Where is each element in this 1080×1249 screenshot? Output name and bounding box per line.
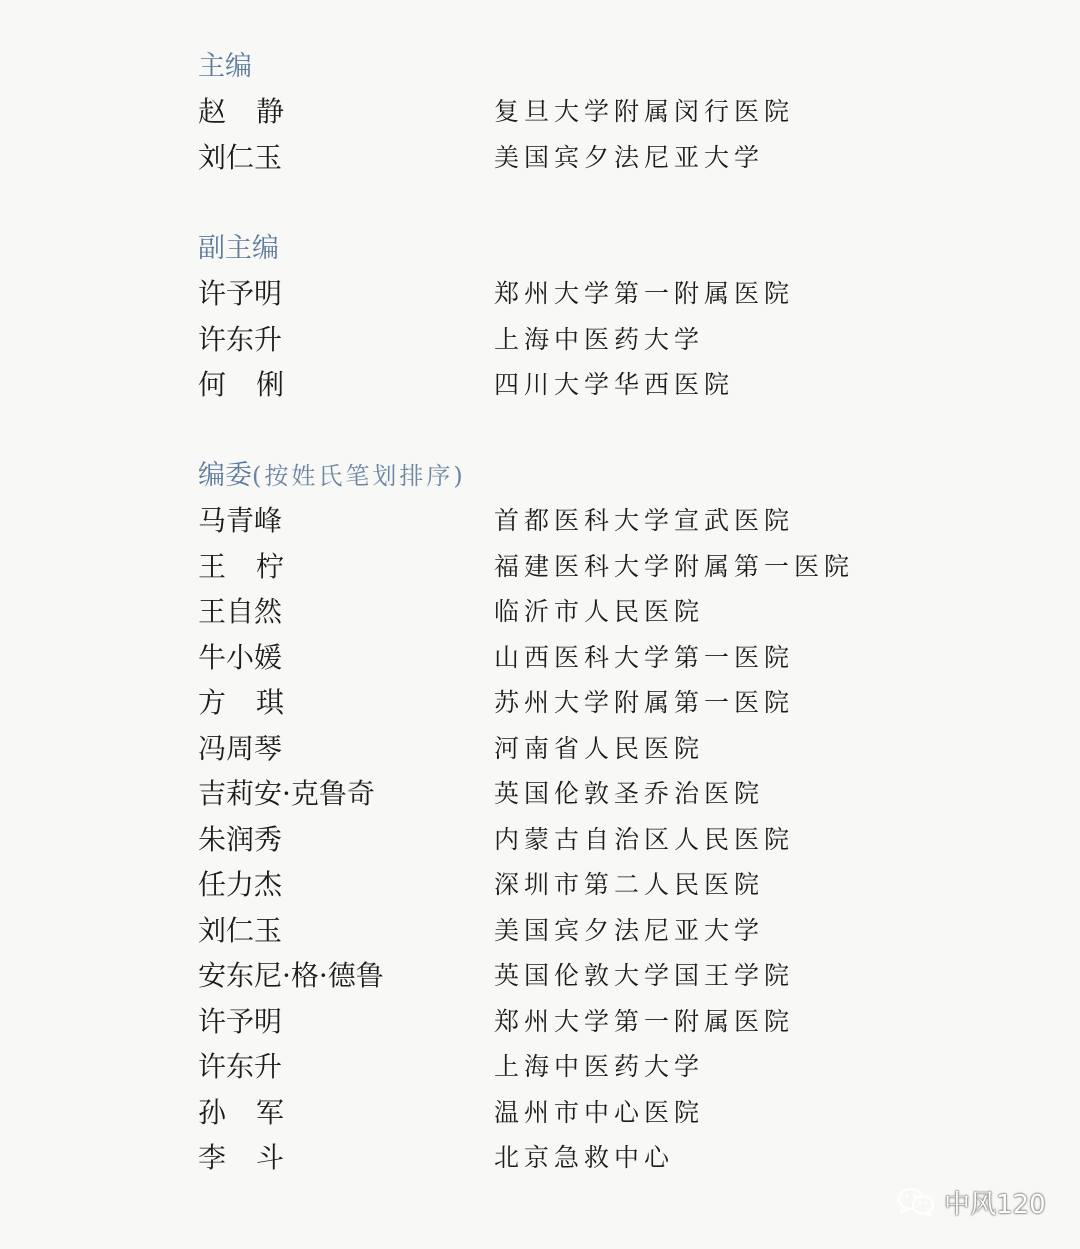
section-title-chief-editors: 主编	[198, 51, 252, 82]
section-title-deputy-editors: 副主编	[198, 233, 279, 264]
person-name-char: 方	[198, 686, 227, 719]
person-name-char: 军	[255, 1095, 284, 1129]
institution: 温州市中心医院	[494, 1097, 705, 1127]
person-name-char: 何	[198, 368, 227, 401]
wechat-icon	[896, 1186, 936, 1218]
person-name: 刘仁玉	[198, 913, 283, 947]
list-item	[0, 365, 1080, 405]
institution: 北京急救中心	[494, 1143, 675, 1172]
institution: 上海中医药大学	[494, 324, 705, 354]
list-item	[0, 729, 1080, 769]
person-name: 许予明	[198, 1004, 283, 1038]
institution: 苏州大学附属第一医院	[494, 688, 795, 717]
list-item	[0, 320, 1080, 360]
person-name: 朱润秀	[198, 822, 283, 856]
institution: 内蒙古自治区人民医院	[494, 824, 795, 854]
person-name: 冯周琴	[198, 731, 283, 765]
institution: 英国伦敦圣乔治医院	[494, 779, 765, 808]
list-item	[0, 547, 1080, 587]
person-name: 吉莉安·克鲁奇	[198, 777, 375, 810]
institution: 河南省人民医院	[494, 733, 705, 763]
institution: 深圳市第二人民医院	[494, 870, 765, 899]
list-item	[0, 638, 1080, 678]
institution: 美国宾夕法尼亚大学	[494, 142, 765, 172]
person-name-char: 俐	[255, 368, 284, 401]
institution: 山西医科大学第一医院	[494, 642, 795, 672]
section-title-committee	[198, 459, 466, 493]
person-name	[198, 365, 284, 405]
list-item	[0, 501, 1080, 541]
person-name: 刘仁玉	[198, 140, 283, 174]
person-name: 王自然	[198, 595, 283, 628]
list-item	[0, 956, 1080, 996]
person-name-char: 柠	[255, 549, 284, 583]
person-name	[198, 92, 284, 132]
institution: 四川大学华西医院	[494, 370, 735, 399]
institution: 郑州大学第一附属医院	[494, 279, 795, 308]
institution: 美国宾夕法尼亚大学	[494, 915, 765, 945]
institution: 英国伦敦大学国王学院	[494, 961, 795, 990]
person-name-char: 王	[198, 549, 227, 583]
list-item	[0, 274, 1080, 314]
list-item	[0, 774, 1080, 814]
person-name-char: 静	[255, 95, 284, 128]
institution: 郑州大学第一附属医院	[494, 1006, 795, 1036]
list-item	[0, 911, 1080, 951]
person-name: 安东尼·格·德鲁	[198, 959, 384, 992]
person-name-char: 赵	[198, 95, 227, 128]
person-name	[198, 1138, 284, 1178]
person-name: 许予明	[198, 277, 283, 310]
person-name	[198, 547, 284, 587]
list-item	[0, 865, 1080, 905]
list-item	[0, 1093, 1080, 1133]
institution: 首都医科大学宣武医院	[494, 506, 795, 535]
institution: 临沂市人民医院	[494, 597, 705, 626]
committee-sort-note: (按姓氏笔划排序)	[252, 462, 466, 490]
institution: 福建医科大学附属第一医院	[494, 551, 855, 581]
list-item	[0, 1002, 1080, 1042]
list-item	[0, 683, 1080, 723]
person-name-char: 斗	[255, 1141, 284, 1174]
institution: 复旦大学附属闵行医院	[494, 97, 795, 126]
person-name: 任力杰	[198, 868, 283, 901]
person-name-char: 琪	[255, 686, 284, 719]
list-item	[0, 592, 1080, 632]
committee-title: 编委	[198, 460, 252, 491]
person-name: 牛小媛	[198, 640, 283, 674]
list-item	[0, 138, 1080, 178]
list-item	[0, 820, 1080, 860]
wechat-watermark	[896, 1182, 1046, 1222]
person-name	[198, 1093, 284, 1133]
institution: 上海中医药大学	[494, 1052, 705, 1081]
list-item	[0, 1138, 1080, 1178]
person-name: 许东升	[198, 322, 283, 356]
watermark-text: 中风120	[944, 1189, 1046, 1220]
list-item	[0, 92, 1080, 132]
person-name-char: 孙	[198, 1095, 227, 1129]
person-name	[198, 683, 284, 723]
person-name: 马青峰	[198, 504, 283, 537]
person-name: 许东升	[198, 1050, 283, 1083]
list-item	[0, 1047, 1080, 1087]
person-name-char: 李	[198, 1141, 227, 1174]
